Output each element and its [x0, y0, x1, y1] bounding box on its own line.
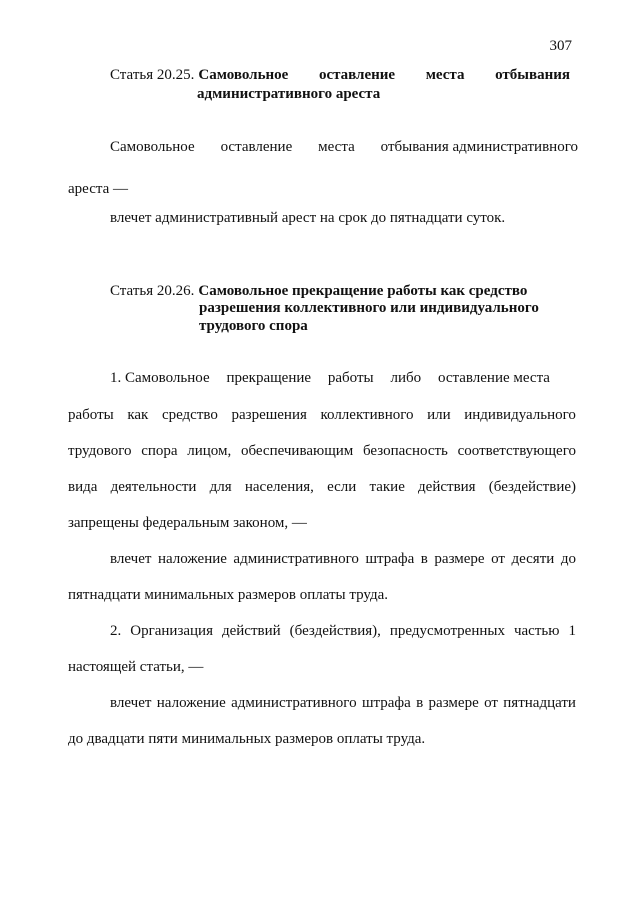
body-word: штрафа [361, 695, 411, 711]
body-word: размере [428, 695, 479, 711]
body-word: деятельности [110, 479, 197, 495]
body-word: работы [68, 407, 114, 423]
body-word: штрафа [365, 551, 415, 567]
body-word: отбывания административного [380, 139, 578, 155]
body-word: прекращение [226, 370, 312, 386]
body-word: размере [434, 551, 485, 567]
body-word: Самовольное [110, 139, 195, 155]
page-number: 307 [549, 38, 572, 54]
body-word: (бездействие) [488, 479, 576, 495]
part1-line1 [110, 369, 550, 387]
body-word: частью [513, 623, 560, 639]
body-word: наложение [157, 551, 227, 567]
body-word: для [209, 479, 232, 495]
article-20-25-label-and-title-start [110, 66, 288, 84]
article-20-25-title-word: отбывания [495, 67, 570, 83]
body-word: десяти [511, 551, 555, 567]
body-word: пятнадцати [503, 695, 576, 711]
body-word: административного [231, 695, 357, 711]
body-word: трудового [68, 443, 132, 459]
article-20-25-title-word: Самовольное [198, 67, 289, 83]
body-word: обеспечивающим [240, 443, 354, 459]
body-word: средство [161, 407, 218, 423]
body-word: влечет [110, 695, 152, 711]
article-20-26-title-line2: разрешения коллективного или индивидуального [199, 300, 539, 316]
part1-line5: запрещены федеральным законом, — [68, 515, 307, 531]
penalty1-line1 [110, 550, 576, 568]
body-word: наложение [156, 695, 226, 711]
body-word: или [427, 407, 451, 423]
body-word: предусмотренных [389, 623, 505, 639]
article-20-25-title-word: места [425, 67, 465, 83]
article-20-26-title-line3: трудового спора [199, 318, 308, 334]
part2-line1 [110, 622, 576, 640]
body-word: действия [418, 479, 476, 495]
penalty2-line1 [110, 694, 576, 712]
body-word: спора [141, 443, 178, 459]
body-word: как [127, 407, 149, 423]
body-word: лицом, [187, 443, 232, 459]
body-word: места [318, 139, 355, 155]
part1-line4 [68, 478, 576, 496]
body-word: населения, [244, 479, 314, 495]
body-word: 2. [110, 623, 122, 639]
body-word: в [420, 551, 428, 567]
body-word: вида [68, 479, 98, 495]
body-word: работы [327, 370, 374, 386]
body-word: Организация [130, 623, 213, 639]
body-word: влечет [110, 551, 152, 567]
body-word: безопасность [362, 443, 448, 459]
body-word: если [327, 479, 357, 495]
body-word: индивидуального [464, 407, 576, 423]
article-20-25-penalty: влечет административный арест на срок до пятнадцати суток. [110, 210, 506, 226]
article-20-26-heading-line1 [110, 282, 527, 300]
body-word: 1. Самовольное [110, 370, 210, 386]
body-word: административного [233, 551, 359, 567]
body-word: оставление места [437, 370, 550, 386]
body-word: такие [369, 479, 405, 495]
article-20-25-body-line1 [110, 138, 578, 156]
body-word: до [560, 551, 576, 567]
penalty2-line2: до двадцати пяти минимальных размеров оплаты труда. [68, 731, 426, 747]
article-20-25-title-line2: административного ареста [197, 86, 381, 102]
part1-line3 [68, 442, 576, 460]
penalty1-line2: пятнадцати минимальных размеров оплаты труда. [68, 587, 389, 603]
body-word: соответствующего [457, 443, 576, 459]
article-20-26-label: Статья 20.26. [110, 283, 195, 299]
article-20-25-heading-line1 [110, 66, 570, 84]
body-word: коллективного [320, 407, 414, 423]
body-word: либо [390, 370, 422, 386]
body-word: (бездействия), [289, 623, 381, 639]
article-20-25-body-line2: ареста — [68, 181, 128, 197]
article-20-25-label: Статья 20.25. [110, 67, 195, 83]
article-20-26-title-line1: Самовольное прекращение работы как средство [198, 283, 528, 299]
article-20-25-title-word: оставление [318, 67, 396, 83]
body-word: от [491, 551, 505, 567]
body-word: действий [221, 623, 281, 639]
body-word: 1 [568, 623, 576, 639]
body-word: от [484, 695, 498, 711]
part1-line2 [68, 406, 576, 424]
body-word: в [416, 695, 424, 711]
body-word: оставление [220, 139, 293, 155]
part2-line2: настоящей статьи, — [68, 659, 204, 675]
body-word: разрешения [231, 407, 307, 423]
